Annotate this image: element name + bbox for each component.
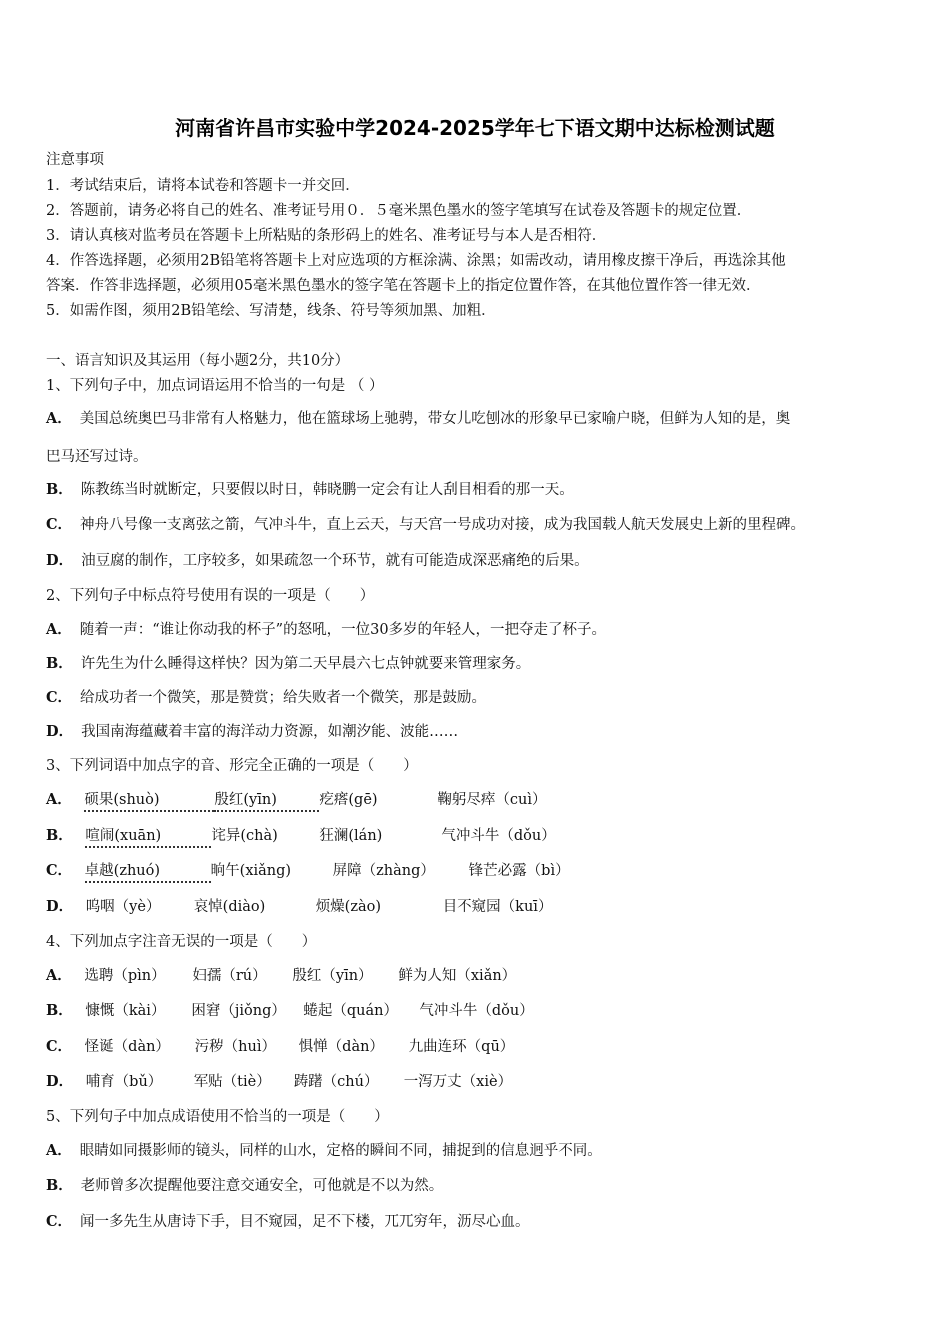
option-label: C． xyxy=(46,1213,73,1230)
q1-option-a xyxy=(46,409,790,429)
word-item: 九曲连环（qū） xyxy=(408,1039,515,1055)
word-item: 选聘（pìn） xyxy=(84,968,166,984)
word-item: 蜷起（quán） xyxy=(303,1003,398,1019)
option-text: 闻一多先生从唐诗下手，目不窥园，足不下楼，兀兀穷年，沥尽心血。 xyxy=(80,1214,530,1230)
word-item: 硕果(shuò) xyxy=(84,790,214,812)
q2-option-c xyxy=(46,688,486,708)
notice-item: 答案．作答非选择题，必须用05毫米黑色墨水的签字笔在答题卡上的指定位置作答，在其他位置作答一律无效． xyxy=(46,278,761,294)
notice-item: 1．考试结束后，请将本试卷和答题卡一并交回． xyxy=(46,178,360,194)
option-label: C． xyxy=(46,862,73,879)
notice-item: 2．答题前，请务必将自己的姓名、准考证号用０．５毫米黑色墨水的签字笔填写在试卷及答题卡的规定位置． xyxy=(46,203,752,219)
option-text: 许先生为什么睡得这样快？因为第二天早晨六七点钟就要来管理家务。 xyxy=(80,656,531,672)
word-item: 呜咽（yè） xyxy=(85,899,161,915)
q3-option-a xyxy=(46,790,546,812)
option-label: A． xyxy=(46,1142,72,1159)
word-item: 惧惮（dàn） xyxy=(298,1039,384,1055)
word-item: 气冲斗牛（dǒu） xyxy=(441,828,556,844)
word-item: 喧闹(xuān) xyxy=(85,826,211,848)
option-label: B． xyxy=(46,481,73,498)
option-label: D． xyxy=(46,552,74,569)
option-text: 给成功者一个微笑，那是赞赏；给失败者一个微笑，那是鼓励。 xyxy=(80,690,487,706)
word-item: 军贴（tiè） xyxy=(193,1074,271,1090)
question-5-stem: 5、下列句子中加点成语使用不恰当的一项是（ ） xyxy=(46,1109,389,1125)
word-item: 屏障（zhàng） xyxy=(332,863,435,879)
question-4-stem: 4、下列加点字注音无误的一项是（ ） xyxy=(46,934,317,950)
word-item: 慷慨（kài） xyxy=(85,1003,166,1019)
notice-heading: 注意事项 xyxy=(46,152,104,168)
q4-option-b xyxy=(46,1001,534,1021)
q1-option-a-cont: 巴马还写过诗。 xyxy=(46,449,148,465)
q5-option-b xyxy=(46,1176,443,1196)
option-text: 神舟八号像一支离弦之箭，气冲斗牛，直上云天，与天宫一号成功对接，成为我国载人航天发展史上新的里程碑。 xyxy=(80,517,806,533)
q4-option-d xyxy=(46,1072,512,1092)
word-item: 烦燥(zào) xyxy=(315,899,382,915)
option-text: 油豆腐的制作，工序较多，如果疏忽一个环节，就有可能造成深恶痛绝的后果。 xyxy=(81,553,589,569)
word-item: 殷红(yīn) xyxy=(214,790,319,812)
word-item: 鞠躬尽瘁（cuì） xyxy=(437,792,547,808)
word-item: 晌午(xiǎng) xyxy=(210,863,292,879)
q1-option-c xyxy=(46,515,805,535)
word-item: 目不窥园（kuī） xyxy=(442,899,553,915)
word-item: 疙瘩(gē) xyxy=(319,792,378,808)
q1-option-b xyxy=(46,480,574,500)
section-heading: 一、语言知识及其运用（每小题2分，共10分） xyxy=(46,353,350,369)
word-item: 妇孺（rú） xyxy=(192,968,267,984)
notice-item: 3．请认真核对监考员在答题卡上所粘贴的条形码上的姓名、准考证号与本人是否相符． xyxy=(46,228,607,244)
question-2-stem: 2、下列句子中标点符号使用有误的一项是（ ） xyxy=(46,588,375,604)
q4-option-c xyxy=(46,1037,514,1057)
q2-option-a xyxy=(46,620,606,640)
option-label: C． xyxy=(46,1038,73,1055)
word-item: 哺育（bǔ） xyxy=(85,1074,163,1090)
word-item: 鲜为人知（xiǎn） xyxy=(398,968,517,984)
option-text: 眼睛如同摄影师的镜头，同样的山水，定格的瞬间不同，捕捉到的信息迥乎不同。 xyxy=(79,1143,602,1159)
option-label: A． xyxy=(46,791,72,808)
option-label: A． xyxy=(46,410,72,427)
option-text: 老师曾多次提醒他要注意交通安全，可他就是不以为然。 xyxy=(80,1178,444,1194)
q1-option-d xyxy=(46,551,589,571)
option-label: C． xyxy=(46,689,73,706)
notice-item: 4．作答选择题，必须用2B铅笔将答题卡上对应选项的方框涂满、涂黑；如需改动，请用橡皮擦干净后，再选涂其他 xyxy=(46,253,786,269)
word-item: 气冲斗牛（dǒu） xyxy=(419,1003,534,1019)
option-label: B． xyxy=(46,827,73,844)
option-text: 随着一声：“谁让你动我的杯子”的怒吼，一位30多岁的年轻人，一把夺走了杯子。 xyxy=(79,622,607,638)
option-label: B． xyxy=(46,655,73,672)
word-item: 怪诞（dàn） xyxy=(84,1039,170,1055)
page-title: 河南省许昌市实验中学2024-2025学年七下语文期中达标检测试题 xyxy=(175,116,775,140)
question-1-stem: 1、下列句子中，加点词语运用不恰当的一句是 （ ） xyxy=(46,378,384,394)
q3-option-d xyxy=(46,897,552,917)
word-item: 一泻万丈（xiè） xyxy=(403,1074,513,1090)
option-text: 我国南海蕴藏着丰富的海洋动力资源，如潮汐能、波能…… xyxy=(81,724,459,740)
word-item: 狂澜(lán) xyxy=(319,828,383,844)
option-label: C． xyxy=(46,516,73,533)
word-item: 卓越(zhuó) xyxy=(85,861,211,883)
q2-option-d xyxy=(46,722,458,742)
word-item: 困窘（jiǒng） xyxy=(191,1003,286,1019)
word-item: 踌躇（chú） xyxy=(293,1074,379,1090)
notice-item: 5．如需作图，须用2B铅笔绘、写清楚，线条、符号等须加黑、加粗． xyxy=(46,303,496,319)
q5-option-c xyxy=(46,1212,530,1232)
q3-option-b xyxy=(46,826,556,848)
q4-option-a xyxy=(46,966,516,986)
word-item: 诧异(chà) xyxy=(211,828,278,844)
q3-option-c xyxy=(46,861,570,883)
q5-option-a xyxy=(46,1141,602,1161)
option-label: D． xyxy=(46,898,74,915)
word-item: 污秽（huì） xyxy=(194,1039,276,1055)
option-text: 美国总统奥巴马非常有人格魅力，他在篮球场上驰骋，带女儿吃刨冰的形象早已家喻户晓，但鲜为人知的是，奥 xyxy=(79,411,791,427)
option-label: A． xyxy=(46,621,72,638)
option-label: D． xyxy=(46,1073,74,1090)
option-label: D． xyxy=(46,723,74,740)
option-label: A． xyxy=(46,967,72,984)
word-item: 殷红（yīn） xyxy=(292,968,373,984)
q2-option-b xyxy=(46,654,530,674)
question-3-stem: 3、下列词语中加点字的音、形完全正确的一项是（ ） xyxy=(46,758,418,774)
word-item: 锋芒必露（bì） xyxy=(468,863,570,879)
option-text: 陈教练当时就断定，只要假以时日，韩晓鹏一定会有让人刮目相看的那一天。 xyxy=(80,482,574,498)
word-item: 哀悼(diào) xyxy=(193,899,266,915)
option-label: B． xyxy=(46,1002,73,1019)
option-label: B． xyxy=(46,1177,73,1194)
